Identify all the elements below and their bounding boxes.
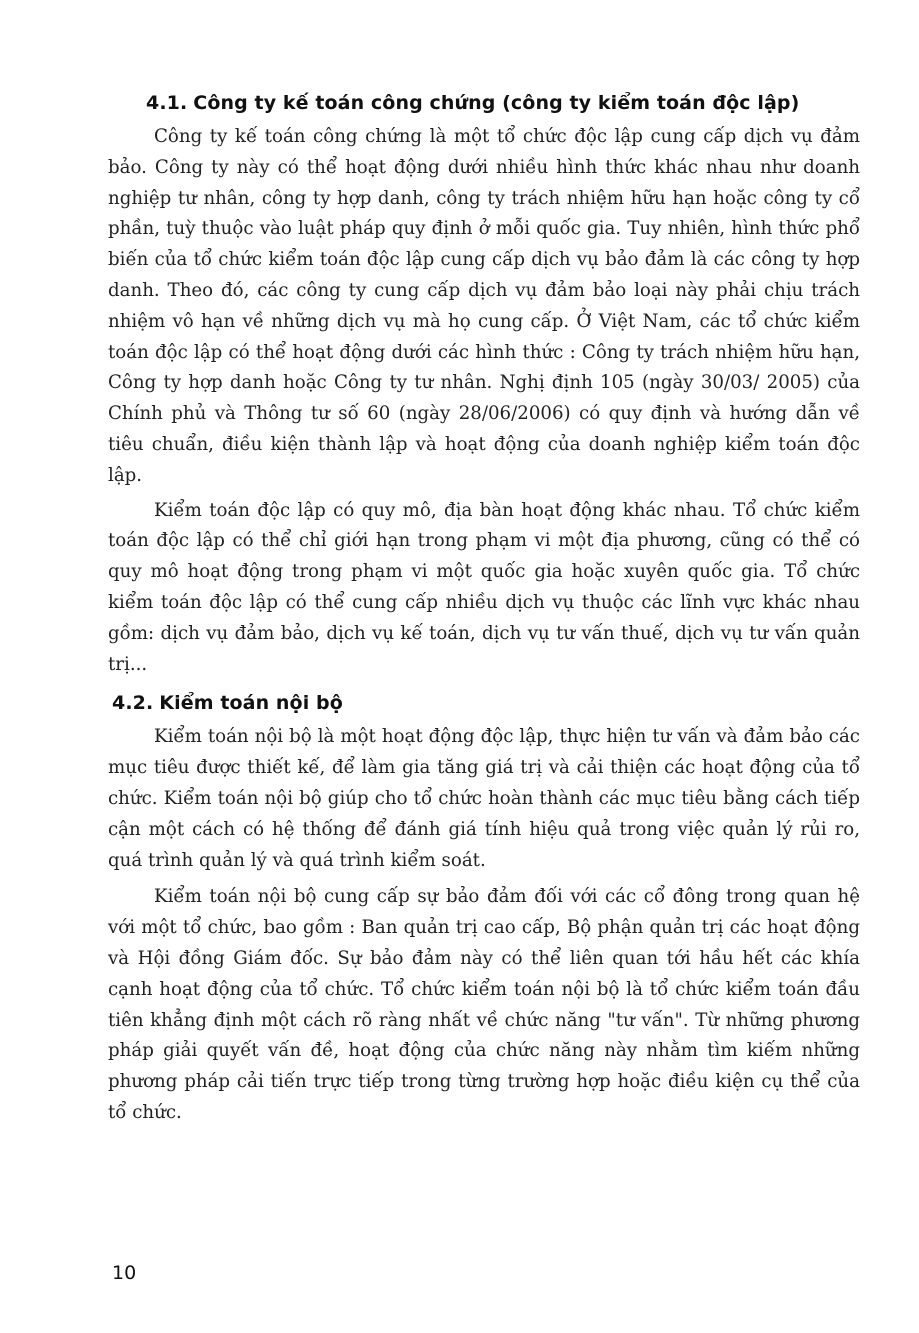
section-title: Công ty kế toán công chứng (công ty kiểm toán độc lập) xyxy=(193,92,800,114)
paragraph-4-1-b: Kiểm toán độc lập có quy mô, địa bàn hoạt động khác nhau. Tổ chức kiểm toán độc lập có thể chỉ giới hạn trong phạm vi một địa phương, cũng có thể có quy mô hoạt động trong phạm vi một quốc gia hoặc xuyên quốc gia. Tổ chức kiểm toán độc lập có thể cung cấp nhiều dịch vụ thuộc các lĩnh vực khác nhau gồm: dịch vụ đảm bảo, dịch vụ kế toán, dịch vụ tư vấn thuế, dịch vụ tư vấn quản trị... xyxy=(108,499,860,675)
section-number: 4.1. xyxy=(146,92,188,114)
paragraph-4-2-a: Kiểm toán nội bộ là một hoạt động độc lập, thực hiện tư vấn và đảm bảo các mục tiêu được thiết kế, để làm gia tăng giá trị và cải thiện các hoạt động của tổ chức. Kiểm toán nội bộ giúp cho tổ chức hoàn thành các mục tiêu bằng cách tiếp cận một cách có hệ thống để đánh giá tính hiệu quả trong việc quản lý rủi ro, quá trình quản lý và quá trình kiểm soát. xyxy=(108,726,860,871)
page-number: 10 xyxy=(112,1262,137,1284)
paragraph-4-2-b: Kiểm toán nội bộ cung cấp sự bảo đảm đối với các cổ đông trong quan hệ với một tổ chức, bao gồm : Ban quản trị cao cấp, Bộ phận quản trị các hoạt động và Hội đồng Giám đốc. Sự bảo đảm này có thể liên quan tới hầu hết các khía cạnh hoạt động của tổ chức. Tổ chức kiểm toán nội bộ là tổ chức kiểm toán đầu tiên khẳng định một cách rõ ràng nhất về chức năng "tư vấn". Từ những phương pháp giải quyết vấn đề, hoạt động của chức năng này nhằm tìm kiếm những phương pháp cải tiến trực tiếp trong từng trường hợp hoặc điều kiện cụ thể của tổ chức. xyxy=(108,886,860,1123)
paragraph-4-1-a: Công ty kế toán công chứng là một tổ chức độc lập cung cấp dịch vụ đảm bảo. Công ty này có thể hoạt động dưới nhiều hình thức khác nhau như doanh nghiệp tư nhân, công ty hợp danh, công ty trách nhiệm hữu hạn hoặc công ty cổ phần, tuỳ thuộc vào luật pháp quy định ở mỗi quốc gia. Tuy nhiên, hình thức phổ biến của tổ chức kiểm toán độc lập cung cấp dịch vụ bảo đảm là các công ty hợp danh. Theo đó, các công ty cung cấp dịch vụ đảm bảo loại này phải chịu trách nhiệm vô hạn về những dịch vụ mà họ cung cấp. Ở Việt Nam, các tổ chức kiểm toán độc lập có thể hoạt động dưới các hình thức : Công ty trách nhiệm hữu hạn, Công ty hợp danh hoặc Công ty tư nhân. Nghị định 105 (ngày 30/03/ 2005) của Chính phủ và Thông tư số 60 (ngày 28/06/2006) có quy định và hướng dẫn về tiêu chuẩn, điều kiện thành lập và hoạt động của doanh nghiệp kiểm toán độc lập. xyxy=(108,126,860,486)
section-title: Kiểm toán nội bộ xyxy=(159,692,343,715)
section-heading-4-2 xyxy=(112,692,860,714)
page-content xyxy=(108,92,860,1129)
section-heading-4-1 xyxy=(146,92,860,114)
section-number: 4.2. xyxy=(112,692,154,715)
